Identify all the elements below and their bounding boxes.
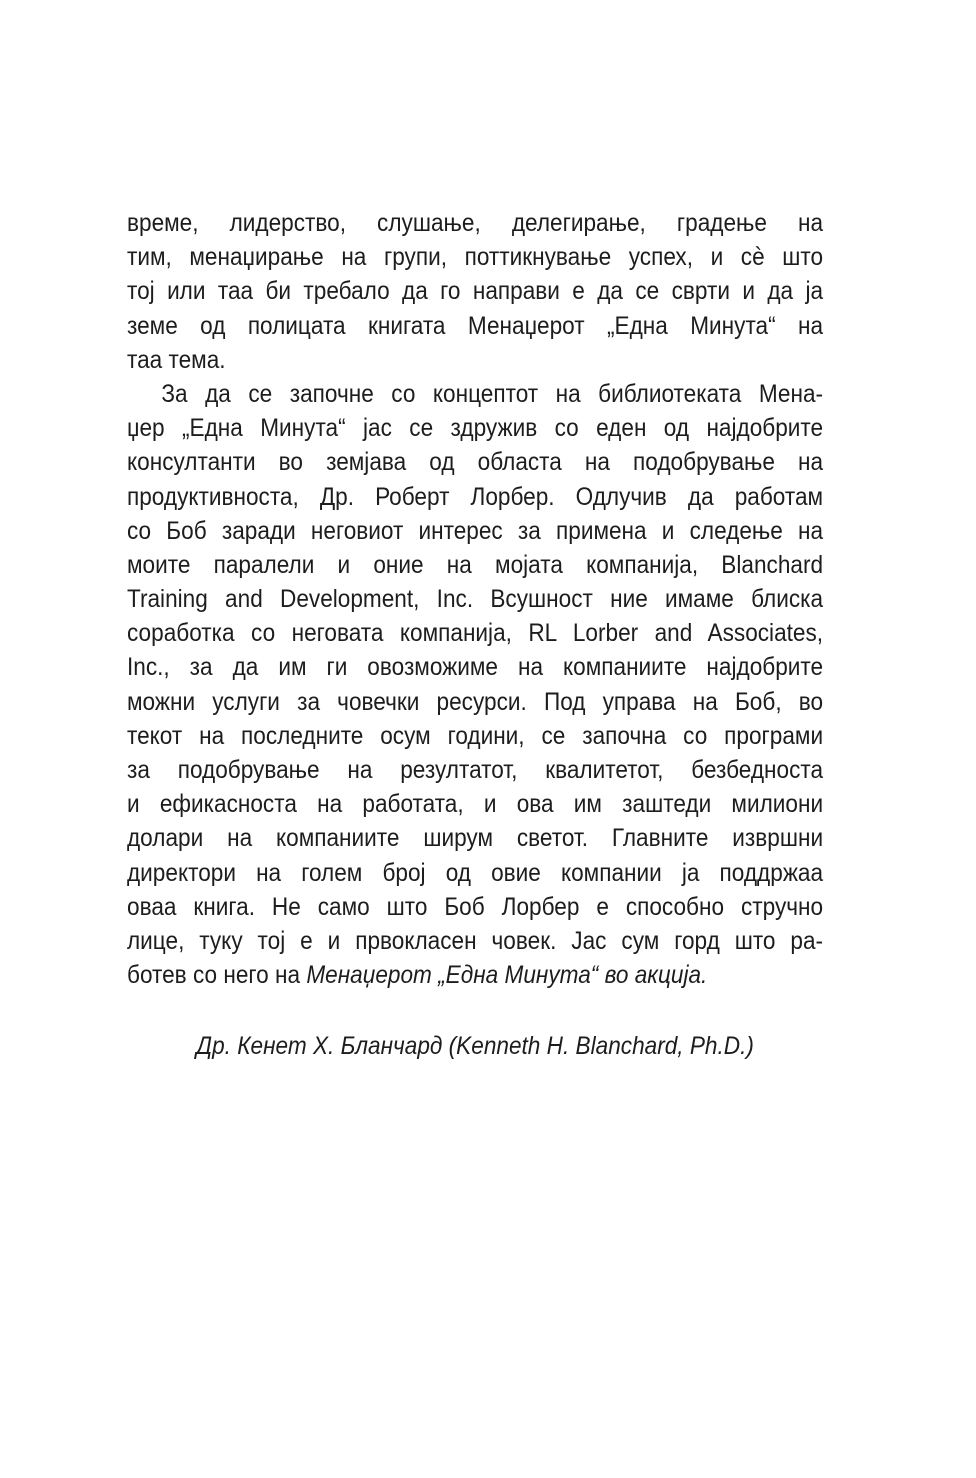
text-line: тој или таа би требало да го направи е да се сврти и да ја (127, 277, 824, 306)
text-line (127, 958, 823, 992)
text-line: и ефикасноста на работата, и ова им заштеди милиони (127, 790, 824, 819)
text-line: Inc., за да им ги овозможиме на компаниите најдобрите (127, 653, 824, 682)
text-line: соработка со неговата компанија, RL Lorber and Associates, (127, 619, 824, 648)
signature-line: Др. Кенет Х. Бланчард (Kenneth H. Blanchard, Ph.D.) (196, 1032, 754, 1061)
text-column (127, 206, 823, 1064)
text-line: консултанти во земјава од областа на подобрување на (127, 448, 824, 477)
text-line: За да се започне со концептот на библиотеката Мена- (161, 379, 824, 408)
text-line: Training and Development, Inc. Всушност ние имаме блиска (127, 585, 824, 614)
text-line: текот на последните осум години, се започна со програми (127, 721, 824, 750)
paragraph-1 (127, 206, 823, 377)
text-line: за подобрување на резултатот, квалитетот, безбедноста (127, 756, 824, 784)
paragraph-2 (127, 377, 823, 992)
text-line: време, лидерство, слушање, делегирање, градење на (127, 209, 824, 237)
text-line: таа тема. (127, 345, 226, 374)
text-line: директори на голем број од овие компании ја поддржаа (127, 858, 824, 887)
text-line: можни услуги за човечки ресурси. Под управа на Боб, во (127, 687, 824, 716)
text-line: моите паралели и оние на мојата компанија, Blanchard (127, 550, 824, 579)
text-segment: ботев со него на (127, 961, 307, 990)
book-title-italic: Менаџерот „Една Минута“ во акција. (306, 961, 708, 990)
text-line: долари на компаниите ширум светот. Главните извршни (127, 824, 824, 853)
text-line: земе од полицата книгата Менаџерот „Една Минута“ на (127, 311, 824, 340)
text-line: продуктивноста, Др. Роберт Лорбер. Одлучив да работам (127, 482, 824, 511)
text-line: лице, туку тој е и првокласен човек. Јас сум горд што ра- (127, 926, 824, 955)
text-line: тим, менаџирање на групи, поттикнување успех, и сè што (127, 243, 824, 272)
text-line: оваа книга. Не само што Боб Лорбер е способно стручно (127, 892, 824, 921)
text-line: џер „Една Минута“ јас се здружив со еден од најдобрите (127, 414, 824, 443)
text-line: со Боб заради неговиот интерес за примена и следење на (127, 516, 824, 545)
